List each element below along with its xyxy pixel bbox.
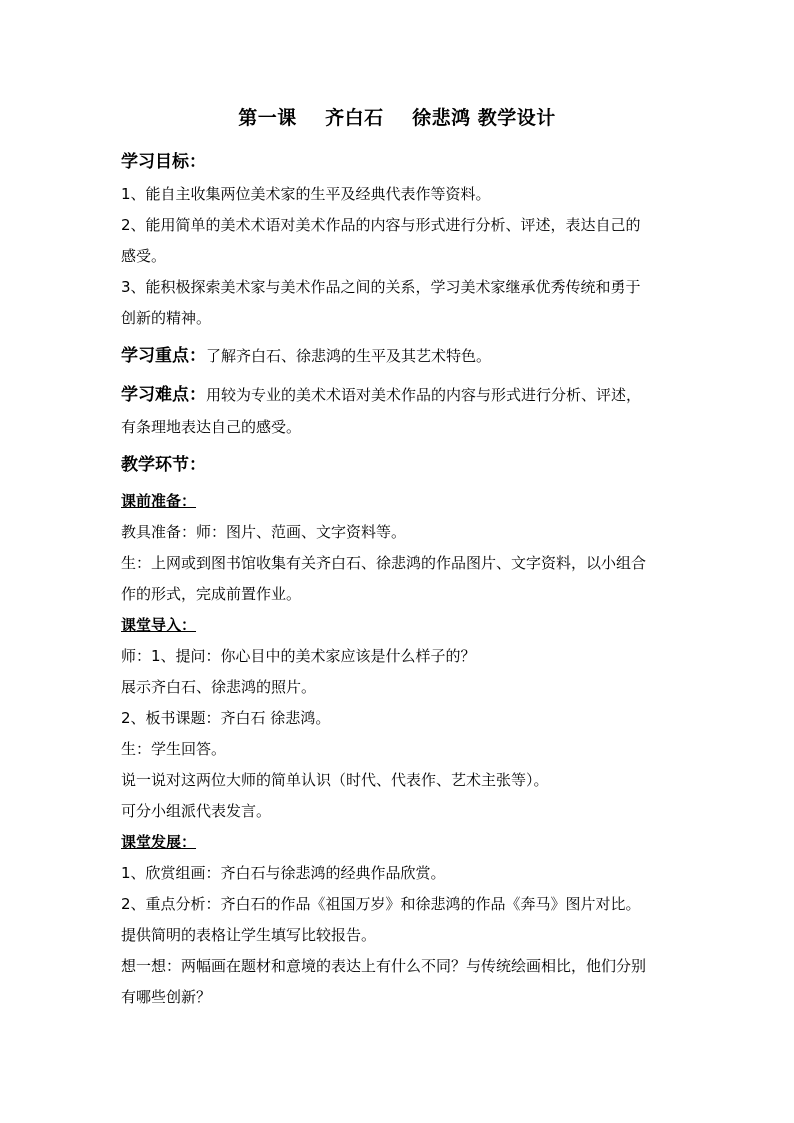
objectives-heading: 学习目标：	[121, 152, 206, 172]
key-point-label: 学习重点：	[121, 346, 206, 366]
prep-line: 教具准备：师：图片、范画、文字资料等。	[121, 523, 407, 541]
objective-line: 感受。	[121, 247, 167, 265]
key-point-text: 了解齐白石、徐悲鸿的生平及其艺术特色。	[206, 347, 492, 365]
objective-line: 2、能用简单的美术术语对美术作品的内容与形式进行分析、评述，表达自己的	[121, 216, 641, 234]
development-line: 2、重点分析：齐白石的作品《祖国万岁》和徐悲鸿的作品《奔马》图片对比。	[121, 895, 641, 913]
prep-line: 生：上网或到图书馆收集有关齐白石、徐悲鸿的作品图片、文字资料，以小组合	[121, 554, 647, 572]
document-title: 第一课 齐白石 徐悲鸿 教学设计	[238, 107, 556, 129]
development-line: 1、欣赏组画：齐白石与徐悲鸿的经典作品欣赏。	[121, 864, 446, 882]
objective-line: 3、能积极探索美术家与美术作品之间的关系，学习美术家继承优秀传统和勇于	[121, 278, 641, 296]
development-heading: 课堂发展：	[121, 833, 197, 851]
difficulty-paragraph	[121, 379, 681, 412]
intro-line: 师：1、提问：你心目中的美术家应该是什么样子的？	[121, 647, 476, 665]
prep-line: 作的形式，完成前置作业。	[121, 585, 302, 603]
objective-line: 1、能自主收集两位美术家的生平及经典代表作等资料。	[121, 185, 491, 203]
intro-heading: 课堂导入：	[121, 616, 197, 634]
intro-line: 说一说对这两位大师的简单认识（时代、代表作、艺术主张等）。	[121, 771, 549, 789]
prep-heading: 课前准备：	[121, 492, 197, 510]
difficulty-label: 学习难点：	[121, 385, 206, 405]
process-heading: 教学环节：	[121, 455, 206, 475]
development-line: 有哪些创新？	[121, 988, 212, 1006]
difficulty-continuation: 有条理地表达自己的感受。	[121, 418, 302, 436]
intro-line: 展示齐白石、徐悲鸿的照片。	[121, 678, 317, 696]
key-point-paragraph	[121, 340, 681, 373]
development-line: 想一想：两幅画在题材和意境的表达上有什么不同？与传统绘画相比，他们分别	[121, 957, 647, 975]
intro-line: 2、板书课题：齐白石 徐悲鸿。	[121, 709, 331, 727]
objective-line: 创新的精神。	[121, 309, 212, 327]
difficulty-text: 用较为专业的美术术语对美术作品的内容与形式进行分析、评述，	[206, 386, 642, 404]
intro-line: 生：学生回答。	[121, 740, 227, 758]
development-line: 提供简明的表格让学生填写比较报告。	[121, 926, 377, 944]
intro-line: 可分小组派代表发言。	[121, 802, 272, 820]
document-body	[121, 146, 681, 1013]
